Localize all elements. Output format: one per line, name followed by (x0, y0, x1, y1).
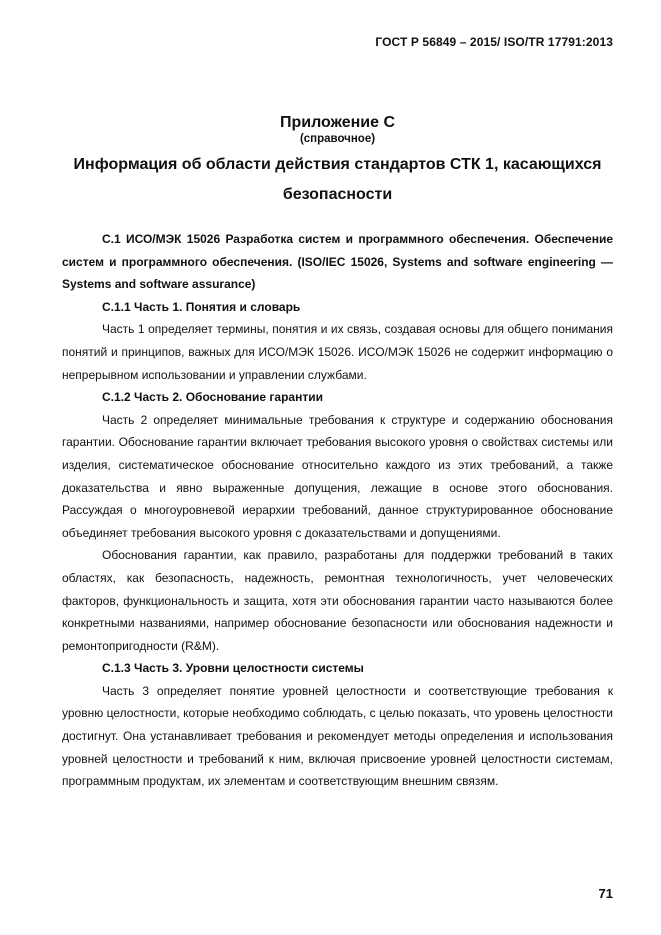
section-c1-heading: С.1 ИСО/МЭК 15026 Разработка систем и программного обеспечения. Обеспечение систем и программного обеспечения. (ISO/IEC 15026, Systems and software engineering — Systems and software assurance) (62, 232, 613, 292)
section-c1-1-heading: С.1.1 Часть 1. Понятия и словарь (102, 299, 301, 314)
page-content (62, 113, 613, 793)
page-number: 71 (598, 886, 613, 901)
document-code-header: ГОСТ Р 56849 – 2015/ ISO/TR 17791:2013 (375, 35, 613, 49)
section-c1-1-paragraph: Часть 1 определяет термины, понятия и их связь, создавая основы для общего понимания понятий и принципов, важных для ИСО/МЭК 15026. ИСО/МЭК 15026 не содержит информацию о непрерывном использовании и управлении службами. (62, 322, 613, 382)
section-c1-3-paragraph: Часть 3 определяет понятие уровней целостности и соответствующие требования к уровню целостности, которые необходимо соблюдать, с целью показать, что уровень целостности достигнут. Она устанавливает требования и рекомендует методы определения и использования уровней целостности и требований к ним, включая присвоение уровней целостности системам, программным продуктам, их элементам и соответствующим внешним связям. (62, 683, 613, 789)
section-c1-2-heading: С.1.2 Часть 2. Обоснование гарантии (102, 390, 323, 405)
appendix-heading: Информация об области действия стандартов СТК 1, касающихся безопасности (73, 156, 602, 203)
section-c1-2-paragraph-2: Обоснования гарантии, как правило, разработаны для поддержки требований в таких областях, как безопасность, надежность, ремонтная технологичность, учет человеческих факторов, функциональность и защита, хотя эти обоснования гарантии часто называются более конкретными названиями, например обоснование безопасности или обоснования надежности и ремонтопригодности (R&M). (62, 548, 613, 653)
section-c1-3-heading: С.1.3 Часть 3. Уровни целостности системы (102, 661, 364, 676)
section-c1-2-paragraph-1: Часть 2 определяет минимальные требования к структуре и содержанию обоснования гарантии. Обоснование гарантии включает требования высокого уровня о свойствах системы или изделия, систематическое обоснование относительно каждого из этих требований, а также доказательства и явно выраженные допущения, лежащие в основе этого обоснования. Рассуждая о многоуровневой иерархии требований, данное структурированное обоснование объединяет требования высокого уровня с доказательствами и допущениями. (62, 412, 613, 540)
appendix-note: (справочное) (299, 133, 376, 145)
appendix-title: Приложение С (279, 114, 396, 131)
